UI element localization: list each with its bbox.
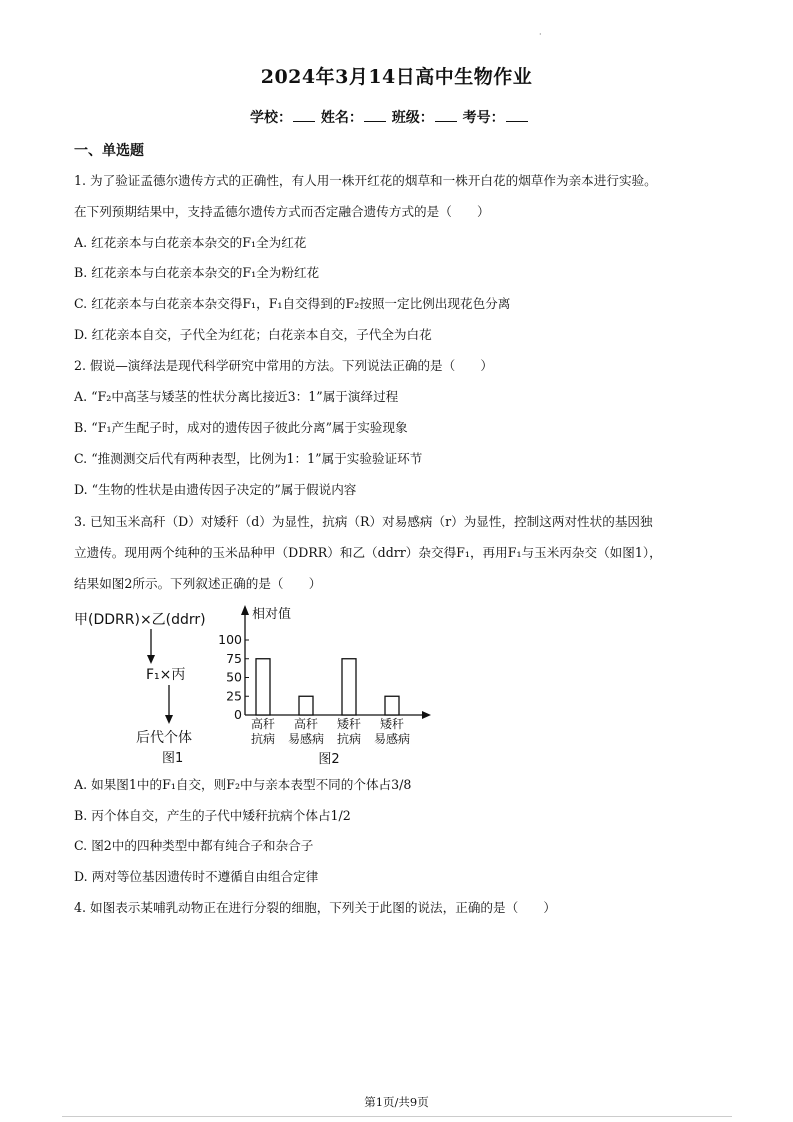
q2-option-d[interactable]: D. “生物的性状是由遗传因子决定的”属于假说内容 [74, 482, 357, 497]
exam-no-label: 考号： [462, 110, 505, 126]
y-tick-label: 100 [218, 632, 242, 647]
q4-stem: 4. 如图表示某哺乳动物正在进行分裂的细胞，下列关于此图的说法，正确的是（ ） [74, 900, 556, 915]
q3-stem-line2: 立遗传。现用两个纯种的玉米品种甲（DDRR）和乙（ddrr）杂交得F₁，再用F₁与玉米丙杂交（如图1）， [74, 545, 662, 560]
q3-stem-line3: 结果如图2所示。下列叙述正确的是（ ） [74, 576, 322, 591]
y-tick-label: 0 [234, 707, 242, 722]
x-label-top-2: 高秆 [293, 717, 319, 731]
x-label-top-4: 矮秆 [379, 717, 405, 731]
school-label: 学校： [250, 110, 292, 126]
page-title: 2024年3月14日高中生物作业 [260, 66, 533, 88]
fig1-offspring: 后代个体 [136, 730, 192, 746]
fig1-caption: 图1 [162, 751, 184, 766]
x-label-top-1: 高秆 [250, 717, 276, 731]
q1-stem-line1: 1. 为了验证孟德尔遗传方式的正确性，有人用一株开红花的烟草和一株开白花的烟草作为亲本进行实验。 [74, 173, 657, 188]
y-tick-label: 25 [226, 688, 242, 704]
name-blank[interactable] [364, 109, 386, 122]
y-axis-label: 相对值 [252, 607, 292, 622]
x-label-bottom-3: 抗病 [336, 732, 362, 746]
q2-option-b[interactable]: B. “F₁产生配子时，成对的遗传因子彼此分离”属于实验现象 [74, 420, 408, 435]
y-tick-label: 75 [226, 650, 242, 666]
student-info-line [250, 107, 529, 127]
x-label-bottom-4: 易感病 [373, 732, 411, 746]
q1-option-b[interactable]: B. 红花亲本与白花亲本杂交的F₁全为粉红花 [74, 265, 320, 280]
q3-option-c[interactable]: C. 图2中的四种类型中都有纯合子和杂合子 [74, 838, 314, 853]
footer-divider [62, 1116, 732, 1117]
x-label-bottom-1: 抗病 [250, 732, 276, 746]
class-blank[interactable] [435, 109, 457, 122]
section-title: 一、单选题 [74, 143, 144, 159]
y-axis-arrow [241, 605, 249, 615]
q1-option-d[interactable]: D. 红花亲本自交，子代全为红花；白花亲本自交，子代全为白花 [74, 327, 432, 342]
q3-option-d[interactable]: D. 两对等位基因遗传时不遵循自由组合定律 [74, 869, 319, 884]
q3-stem-line1: 3. 已知玉米高秆（D）对矮秆（d）为显性，抗病（R）对易感病（r）为显性，控制这两对性状的基因独 [74, 514, 653, 529]
fig1-f1-cross: F₁×丙 [146, 667, 186, 683]
fig1-arrow-1 [144, 629, 158, 665]
class-label: 班级： [391, 110, 434, 126]
x-label-top-3: 矮秆 [336, 717, 362, 731]
bar-3 [342, 659, 356, 715]
q1-option-a[interactable]: A. 红花亲本与白花亲本杂交的F₁全为红花 [74, 235, 307, 250]
fig1-parent-cross: 甲(DDRR)×乙(ddrr) [74, 612, 206, 628]
fig2-bar-chart [214, 603, 444, 773]
fig1-arrow-2 [162, 685, 176, 725]
bar-4 [385, 696, 399, 715]
name-label: 姓名： [320, 110, 363, 126]
q2-option-c[interactable]: C. “推测测交后代有两种表型，比例为1：1”属于实验验证环节 [74, 451, 423, 466]
x-axis-arrow [422, 711, 431, 719]
x-label-bottom-2: 易感病 [287, 732, 325, 746]
q1-stem-line2: 在下列预期结果中，支持孟德尔遗传方式而否定融合遗传方式的是（ ） [74, 204, 490, 219]
q3-figures [74, 603, 444, 773]
bar-1 [256, 659, 270, 715]
q2-option-a[interactable]: A. “F₂中高茎与矮茎的性状分离比接近3：1”属于演绎过程 [74, 389, 399, 404]
q2-stem: 2. 假说—演绎法是现代科学研究中常用的方法。下列说法正确的是（ ） [74, 358, 494, 373]
exam-no-blank[interactable] [506, 109, 528, 122]
q3-option-a[interactable]: A. 如果图1中的F₁自交，则F₂中与亲本表型不同的个体占3/8 [74, 777, 412, 792]
q1-option-c[interactable]: C. 红花亲本与白花亲本杂交得F₁，F₁自交得到的F₂按照一定比例出现花色分离 [74, 296, 511, 311]
scan-mark: · [539, 30, 542, 39]
fig2-caption: 图2 [318, 752, 340, 767]
bar-2 [299, 696, 313, 715]
page-footer: 第1页/共9页 [364, 1095, 429, 1109]
y-tick-label: 50 [226, 669, 242, 685]
school-blank[interactable] [293, 109, 315, 122]
q3-option-b[interactable]: B. 丙个体自交，产生的子代中矮秆抗病个体占1/2 [74, 808, 351, 823]
